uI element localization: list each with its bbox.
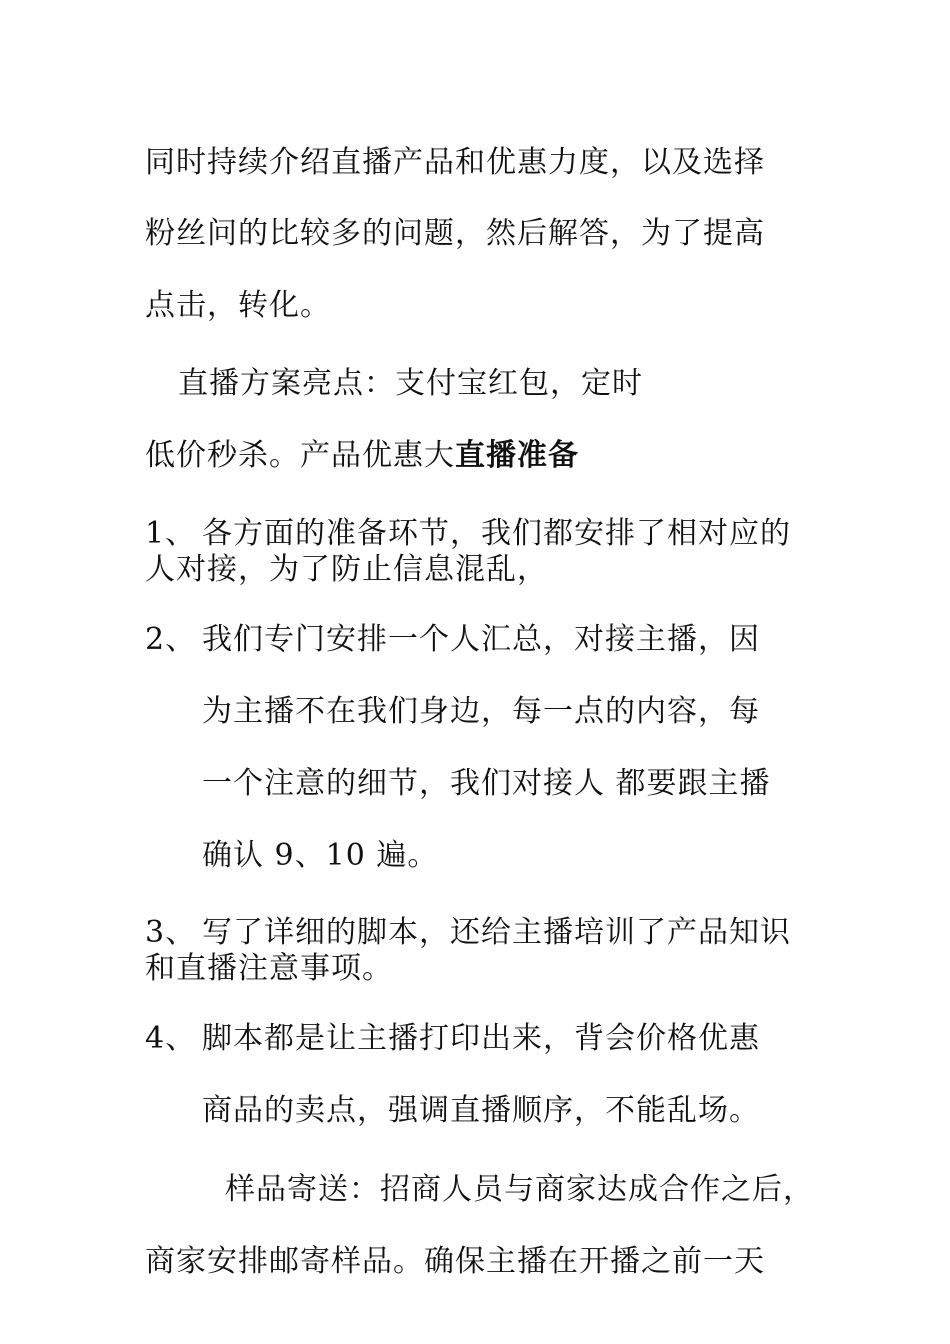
- list-item-line: 我们专门安排一个人汇总，对接主播，因: [202, 622, 760, 657]
- list-item-line: 商品的卖点，强调直播顺序，不能乱场。: [202, 1093, 760, 1128]
- paragraph-line: 商家安排邮寄样品。确保主播在开播之前一天: [145, 1244, 765, 1279]
- list-item-line: 一个注意的细节，我们对接人 都要跟主播: [202, 766, 771, 801]
- list-number: 2、: [145, 622, 197, 657]
- list-item-line: 为主播不在我们身边，每一点的内容，每: [202, 694, 760, 729]
- section-heading: 直播准备: [455, 438, 579, 473]
- list-item-line: 脚本都是让主播打印出来，背会价格优惠: [202, 1021, 760, 1056]
- list-item-line: 确认 9、10 遍。: [202, 838, 439, 873]
- list-number: 4、: [145, 1021, 197, 1056]
- highlight-line: 直播方案亮点：支付宝红包，定时: [178, 366, 643, 401]
- highlight-line-2: [145, 438, 579, 474]
- list-item-continuation: 人对接，为了防止信息混乱，: [145, 552, 548, 587]
- paragraph-line: 点击，转化。: [145, 288, 331, 323]
- highlight-text: 低价秒杀。产品优惠大: [145, 438, 455, 473]
- paragraph-line: 样品寄送：招商人员与商家达成合作之后，: [225, 1172, 814, 1207]
- paragraph-line: 同时持续介绍直播产品和优惠力度，以及选择: [145, 145, 765, 180]
- paragraph-line: 粉丝问的比较多的问题，然后解答，为了提高: [145, 216, 765, 251]
- list-number: 1、: [145, 516, 197, 551]
- list-item-continuation: 和直播注意事项。: [145, 951, 393, 986]
- list-number: 3、: [145, 915, 197, 950]
- list-item-line: 写了详细的脚本，还给主播培训了产品知识: [202, 915, 791, 950]
- list-item-line: 各方面的准备环节，我们都安排了相对应的: [202, 516, 791, 551]
